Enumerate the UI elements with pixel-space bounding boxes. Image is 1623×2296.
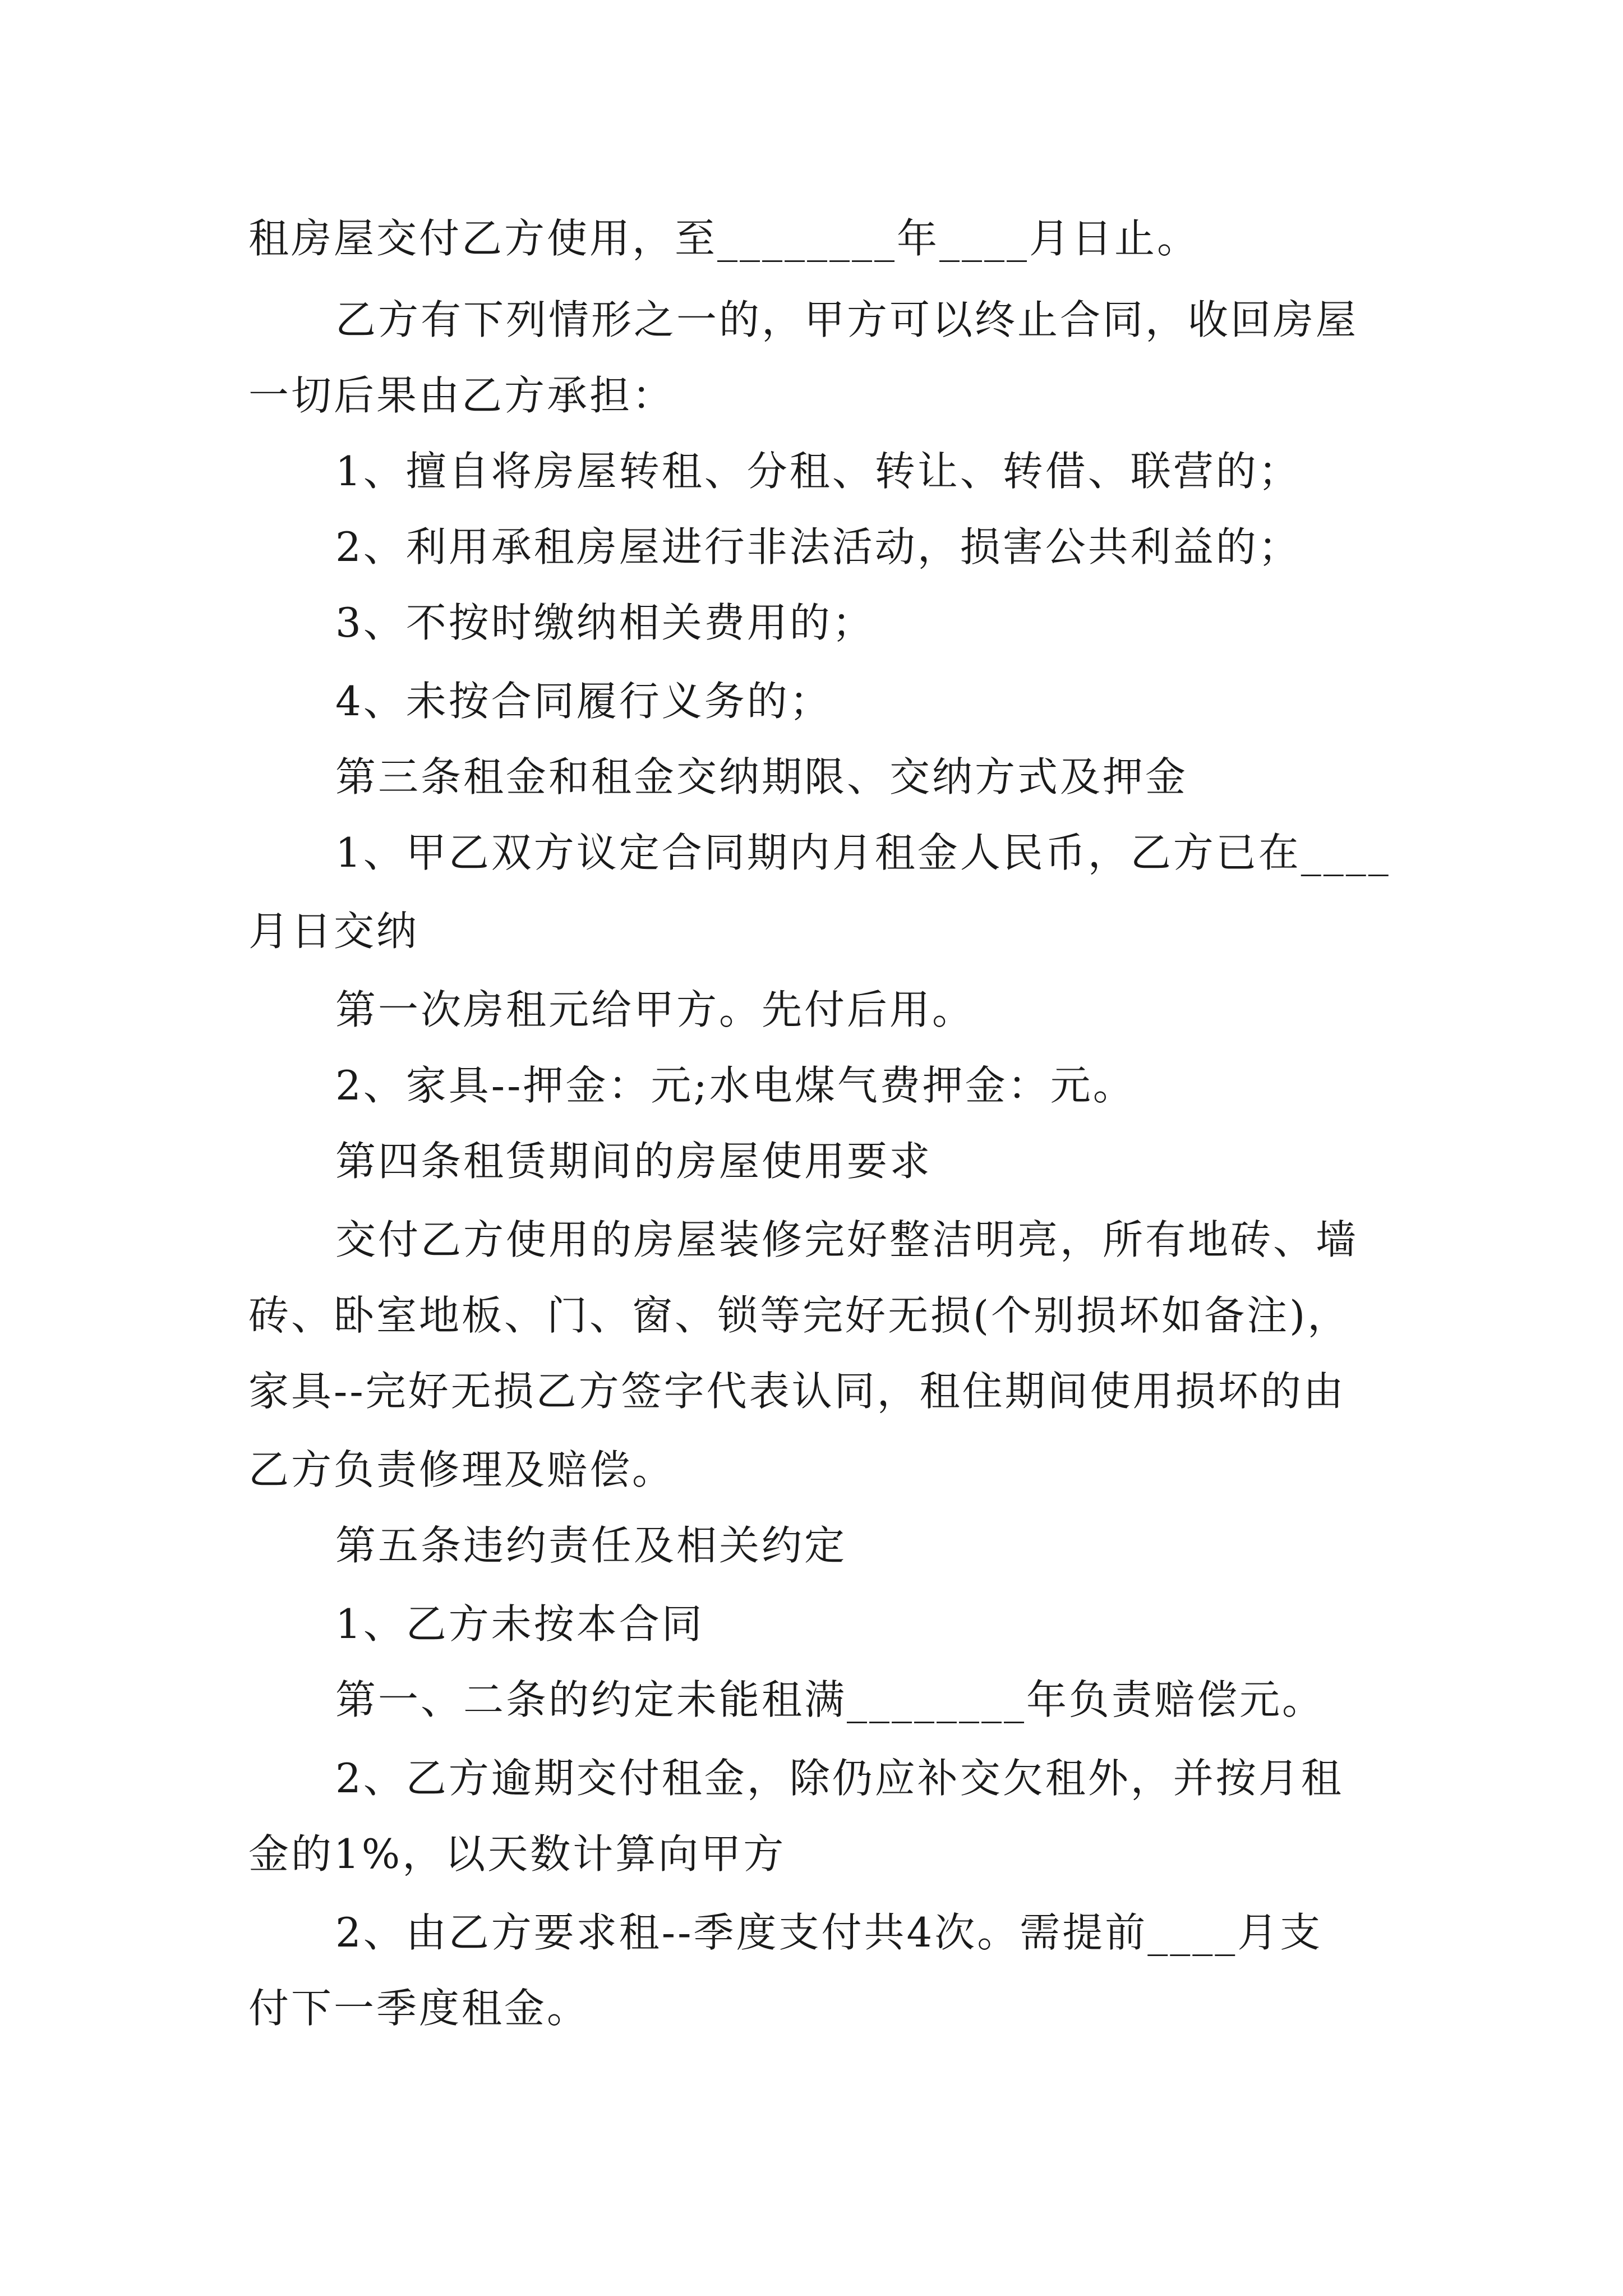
text-line-23: 2、由乙方要求租--季度支付共4次。需提前____月支 [335, 1909, 1323, 1956]
text-line-11: 第一次房租元给甲方。先付后用。 [335, 986, 975, 1033]
text-line-10: 月日交纳 [248, 908, 419, 955]
text-line-24: 付下一季度租金。 [248, 1985, 590, 2032]
text-line-6: 3、不按时缴纳相关费用的； [335, 599, 875, 646]
text-line-3: 一切后果由乙方承担： [248, 372, 675, 419]
text-line-5: 2、利用承租房屋进行非法活动，损害公共利益的； [335, 523, 1301, 570]
text-line-2: 乙方有下列情形之一的，甲方可以终止合同，收回房屋 [335, 296, 1359, 343]
text-line-19: 1、乙方未按本合同 [335, 1600, 704, 1648]
text-line-7: 4、未按合同履行义务的； [335, 678, 832, 725]
section-heading-3: 第三条租金和租金交纳期限、交纳方式及押金 [335, 753, 1188, 800]
text-line-21: 2、乙方逾期交付租金，除仍应补交欠租外，并按月租 [335, 1755, 1344, 1802]
text-line-17: 乙方负责修理及赔偿。 [248, 1446, 675, 1493]
text-line-15: 砖、卧室地板、门、窗、锁等完好无损(个别损坏如备注)， [248, 1292, 1350, 1339]
text-line-22: 金的1%，以天数计算向甲方 [248, 1830, 786, 1878]
text-line-20: 第一、二条的约定未能租满________年负责赔偿元。 [335, 1676, 1325, 1723]
text-line-16: 家具--完好无损乙方签字代表认同，租住期间使用损坏的由 [248, 1368, 1346, 1415]
text-line-14: 交付乙方使用的房屋装修完好整洁明亮，所有地砖、墙 [335, 1216, 1359, 1263]
text-line-9: 1、甲乙双方议定合同期内月租金人民币，乙方已在____ [335, 829, 1391, 876]
text-line-4: 1、擅自将房屋转租、分租、转让、转借、联营的； [335, 448, 1301, 495]
section-heading-4: 第四条租赁期间的房屋使用要求 [335, 1138, 933, 1185]
section-heading-5: 第五条违约责任及相关约定 [335, 1522, 847, 1569]
text-line-1: 租房屋交付乙方使用，至________年____月日止。 [248, 215, 1200, 262]
text-line-12: 2、家具--押金：元;水电煤气费押金：元。 [335, 1062, 1136, 1109]
